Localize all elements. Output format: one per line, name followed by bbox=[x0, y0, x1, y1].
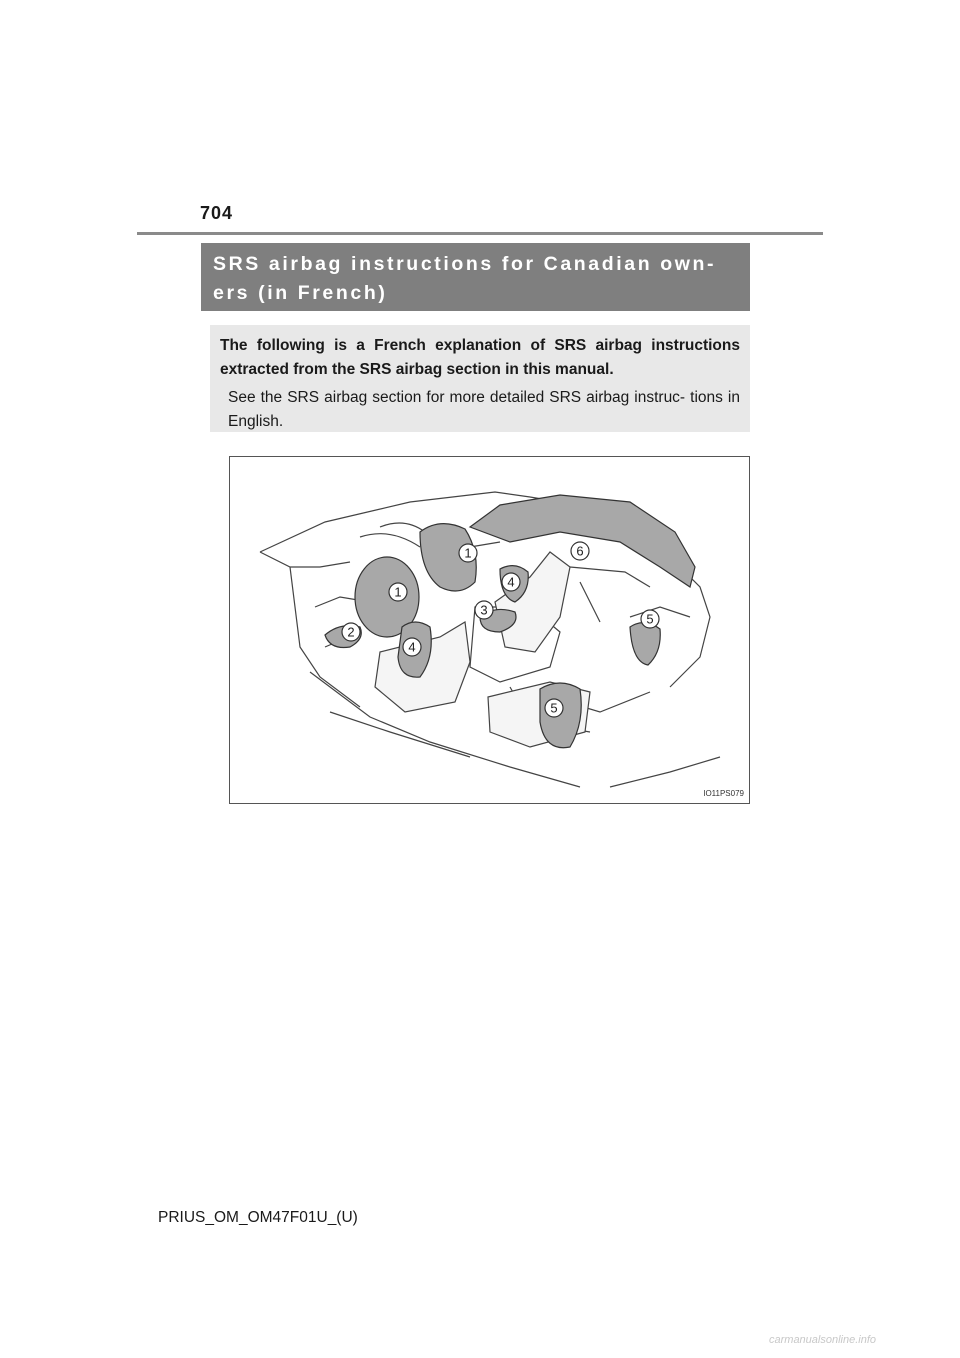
document-footer: PRIUS_OM_OM47F01U_(U) bbox=[158, 1209, 358, 1226]
callout-1-driver bbox=[389, 583, 407, 601]
page-number: 704 bbox=[200, 203, 234, 223]
svg-text:5: 5 bbox=[550, 700, 558, 716]
header-rule bbox=[137, 232, 823, 235]
watermark: carmanualsonline.info bbox=[769, 1334, 877, 1346]
svg-text:1: 1 bbox=[464, 545, 472, 561]
svg-text:6: 6 bbox=[576, 543, 584, 559]
callout-3 bbox=[475, 601, 493, 619]
intro-box bbox=[210, 325, 750, 432]
callout-6 bbox=[571, 542, 589, 560]
callout-5-rear-right bbox=[641, 610, 659, 628]
svg-text:1: 1 bbox=[394, 584, 402, 600]
car-interior-illustration bbox=[230, 457, 750, 804]
section-title bbox=[201, 243, 750, 311]
svg-text:5: 5 bbox=[646, 611, 654, 627]
intro-note: See the SRS airbag section for more detailed SRS airbag instruc- tions in English. bbox=[228, 389, 740, 430]
svg-text:2: 2 bbox=[347, 624, 355, 640]
callout-4-passenger bbox=[502, 573, 520, 591]
callout-1-passenger bbox=[459, 544, 477, 562]
section-title-line-2: ers (in French) bbox=[213, 282, 388, 304]
airbag-locations-figure bbox=[229, 456, 750, 804]
figure-code: IO11PS079 bbox=[703, 789, 744, 798]
svg-text:3: 3 bbox=[480, 602, 488, 618]
svg-text:4: 4 bbox=[408, 639, 416, 655]
intro-text: The following is a French explanation of SRS airbag instructions extracted from the SRS airbag section in this manual. bbox=[220, 337, 740, 378]
callout-2 bbox=[342, 623, 360, 641]
section-title-line-1: SRS airbag instructions for Canadian own- bbox=[213, 253, 717, 275]
callout-5-rear-left bbox=[545, 699, 563, 717]
svg-text:4: 4 bbox=[507, 574, 515, 590]
callout-4-driver bbox=[403, 638, 421, 656]
